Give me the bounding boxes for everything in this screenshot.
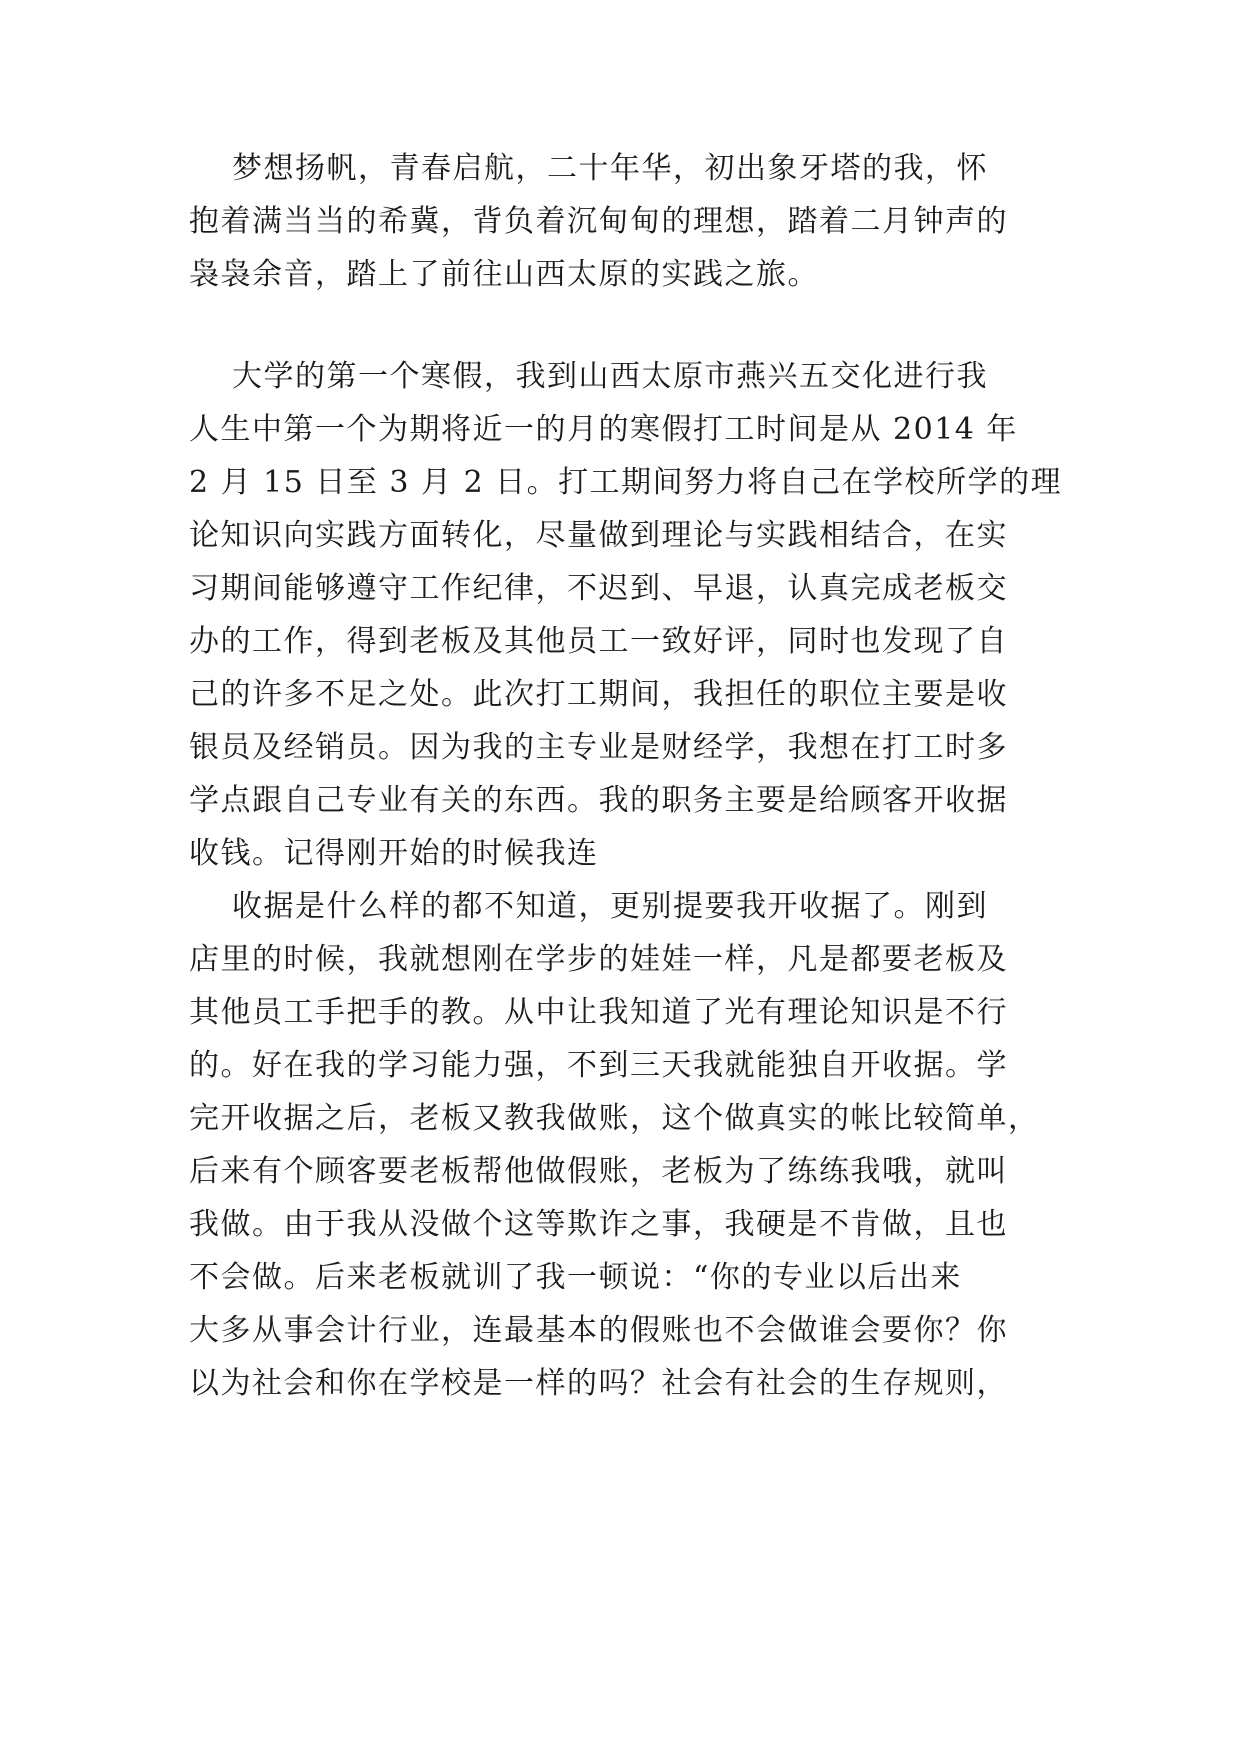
paragraph-line: 袅袅余音，踏上了前往山西太原的实践之旅。	[189, 257, 819, 292]
paragraph-line: 我做。由于我从没做个这等欺诈之事，我硬是不肯做，且也	[189, 1207, 1008, 1242]
paragraph-line: 大学的第一个寒假，我到山西太原市燕兴五交化进行我	[232, 359, 988, 394]
paragraph-line: 收据是什么样的都不知道，更别提要我开收据了。刚到	[232, 889, 988, 924]
paragraph-line: 办的工作，得到老板及其他员工一致好评，同时也发现了自	[189, 624, 1008, 659]
paragraph-line: 2 月 15 日至 3 月 2 日。打工期间努力将自己在学校所学的理	[189, 465, 1063, 500]
paragraph-line: 习期间能够遵守工作纪律，不迟到、早退，认真完成老板交	[189, 571, 1008, 606]
paragraph-line: 其他员工手把手的教。从中让我知道了光有理论知识是不行	[189, 995, 1008, 1030]
paragraph-line: 的。好在我的学习能力强，不到三天我就能独自开收据。学	[189, 1048, 1008, 1083]
paragraph-line: 银员及经销员。因为我的主专业是财经学，我想在打工时多	[189, 730, 1008, 765]
paragraph-line: 学点跟自己专业有关的东西。我的职务主要是给顾客开收据	[189, 783, 1008, 818]
paragraph-line: 人生中第一个为期将近一的月的寒假打工时间是从 2014 年	[189, 412, 1018, 447]
paragraph-line: 不会做。后来老板就训了我一顿说：“你的专业以后出来	[189, 1260, 962, 1295]
paragraph-line: 完开收据之后，老板又教我做账，这个做真实的帐比较简单，	[189, 1101, 1040, 1136]
paragraph-line: 论知识向实践方面转化，尽量做到理论与实践相结合，在实	[189, 518, 1008, 553]
paragraph-line: 收钱。记得刚开始的时候我连	[189, 836, 599, 871]
paragraph-line: 大多从事会计行业，连最基本的假账也不会做谁会要你？你	[189, 1313, 1008, 1348]
paragraph-line: 抱着满当当的希冀，背负着沉甸甸的理想，踏着二月钟声的	[189, 204, 1008, 239]
paragraph-line: 后来有个顾客要老板帮他做假账，老板为了练练我哦，就叫	[189, 1154, 1008, 1189]
paragraph-line: 店里的时候，我就想刚在学步的娃娃一样，凡是都要老板及	[189, 942, 1008, 977]
paragraph-line: 梦想扬帆，青春启航，二十年华，初出象牙塔的我，怀	[232, 151, 988, 186]
paragraph-line: 以为社会和你在学校是一样的吗？社会有社会的生存规则，	[189, 1366, 1008, 1401]
paragraph-line: 己的许多不足之处。此次打工期间，我担任的职位主要是收	[189, 677, 1008, 712]
